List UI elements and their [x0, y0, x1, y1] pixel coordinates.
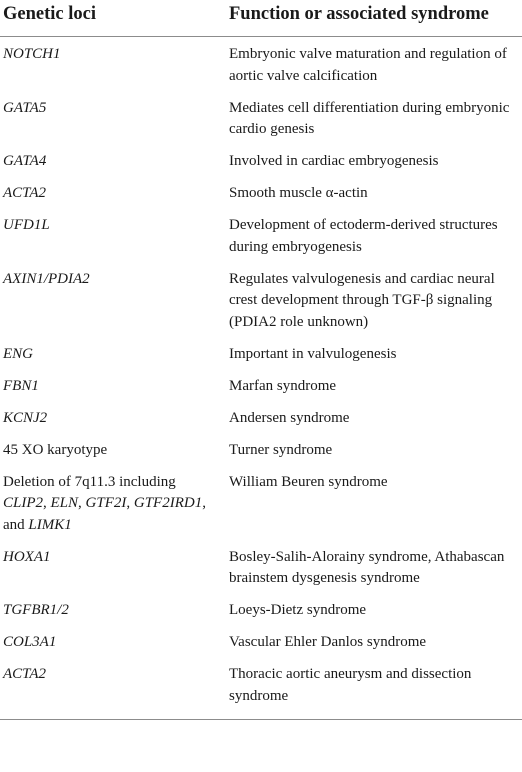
- genetic-locus-text: 45 XO karyotype: [3, 441, 108, 458]
- function-syndrome-cell: Development of ectoderm-derived structures during embryogenesis: [229, 217, 498, 255]
- table-header: [0, 0, 522, 37]
- genetic-locus-text: ,: [78, 495, 86, 511]
- genetic-locus-text: ELN: [50, 495, 79, 511]
- table-row: [0, 436, 522, 468]
- genetic-locus-text: HOXA1: [3, 548, 51, 565]
- genetic-locus-cell: [0, 148, 226, 180]
- table-row: [0, 180, 522, 212]
- function-syndrome-cell: Mediates cell differentiation during embryonic cardio genesis: [229, 99, 510, 137]
- genetic-locus-text: GATA4: [3, 153, 47, 169]
- genetic-locus-cell: [0, 404, 226, 436]
- genetic-locus-text: TGFBR1/2: [3, 602, 69, 618]
- table-row: [0, 148, 522, 180]
- genetic-locus-cell: [0, 436, 226, 468]
- table-body: [0, 37, 522, 720]
- genetic-locus-text: GATA5: [3, 99, 47, 116]
- table-row: [0, 404, 522, 436]
- function-syndrome-cell: Andersen syndrome: [229, 409, 350, 426]
- genetic-locus-cell: [0, 629, 226, 661]
- genetic-locus-text: NOTCH1: [3, 46, 61, 62]
- genetic-locus-cell: [0, 372, 226, 404]
- function-syndrome-cell: Turner syndrome: [229, 441, 333, 458]
- table-row: [0, 629, 522, 661]
- table-row: [0, 372, 522, 404]
- genetic-locus-text: ENG: [3, 345, 33, 362]
- function-syndrome-cell: Thoracic aortic aneurysm and dissection syndrome: [226, 661, 522, 720]
- genetic-locus-text: ,: [43, 495, 51, 511]
- genetic-locus-text: KCNJ2: [3, 409, 48, 426]
- table-row: [0, 94, 522, 148]
- table-row: [0, 340, 522, 372]
- genetic-locus-text: GTF2IRD1: [133, 495, 203, 511]
- table-row: [0, 543, 522, 597]
- genetic-locus-cell: [0, 212, 226, 266]
- genetic-locus-text: ,: [126, 495, 134, 511]
- genetic-locus-text: GTF2I: [85, 495, 127, 511]
- function-syndrome-cell: Loeys-Dietz syndrome: [229, 602, 367, 618]
- genetic-locus-text: Deletion of 7q11.3 including: [3, 473, 176, 490]
- table-row: [0, 597, 522, 629]
- genetic-locus-text: AXIN1/PDIA2: [3, 270, 90, 287]
- genetic-locus-text: , and: [3, 495, 206, 533]
- genetic-locus-text: FBN1: [3, 377, 39, 394]
- table-row: [0, 661, 522, 720]
- function-syndrome-cell: Important in valvulogenesis: [229, 345, 397, 362]
- function-syndrome-cell: Embryonic valve maturation and regulation of aortic valve calcification: [229, 46, 507, 84]
- genetic-locus-text: ACTA2: [3, 185, 47, 201]
- function-syndrome-cell: Bosley-Salih-Alorainy syndrome, Athabascan brainstem dysgenesis syndrome: [229, 548, 505, 586]
- genetic-locus-cell: [0, 180, 226, 212]
- genetic-locus-cell: [0, 340, 226, 372]
- function-syndrome-cell: Marfan syndrome: [229, 377, 337, 394]
- genetic-locus-cell: [0, 94, 226, 148]
- genetic-locus-cell: [0, 468, 226, 543]
- genetic-locus-text: LIMK1: [28, 516, 72, 533]
- function-syndrome-cell: William Beuren syndrome: [229, 473, 388, 490]
- table-row: [0, 468, 522, 543]
- function-syndrome-cell: Vascular Ehler Danlos syndrome: [229, 634, 427, 650]
- genetic-locus-text: ACTA2: [3, 666, 47, 682]
- function-syndrome-cell: Regulates valvulogenesis and cardiac neural crest development through TGF-β signaling (PDIA2 role unknown): [229, 270, 495, 330]
- genetic-locus-text: CLIP2: [3, 495, 44, 511]
- header-genetic-loci: Genetic loci: [0, 0, 226, 37]
- genetic-locus-cell: [0, 265, 226, 340]
- genetic-locus-text: UFD1L: [3, 217, 50, 233]
- function-syndrome-cell: Involved in cardiac embryogenesis: [229, 153, 439, 169]
- genetic-locus-cell: [0, 661, 226, 720]
- function-syndrome-cell: Smooth muscle α-actin: [229, 185, 368, 201]
- table-row: [0, 265, 522, 340]
- genetic-locus-cell: [0, 597, 226, 629]
- table-row: [0, 37, 522, 95]
- header-row: [0, 0, 522, 37]
- genetic-locus-text: COL3A1: [3, 634, 57, 650]
- genetic-locus-cell: [0, 543, 226, 597]
- genetic-locus-cell: [0, 37, 226, 95]
- header-function-syndrome: Function or associated syndrome: [226, 0, 522, 37]
- table-row: [0, 212, 522, 266]
